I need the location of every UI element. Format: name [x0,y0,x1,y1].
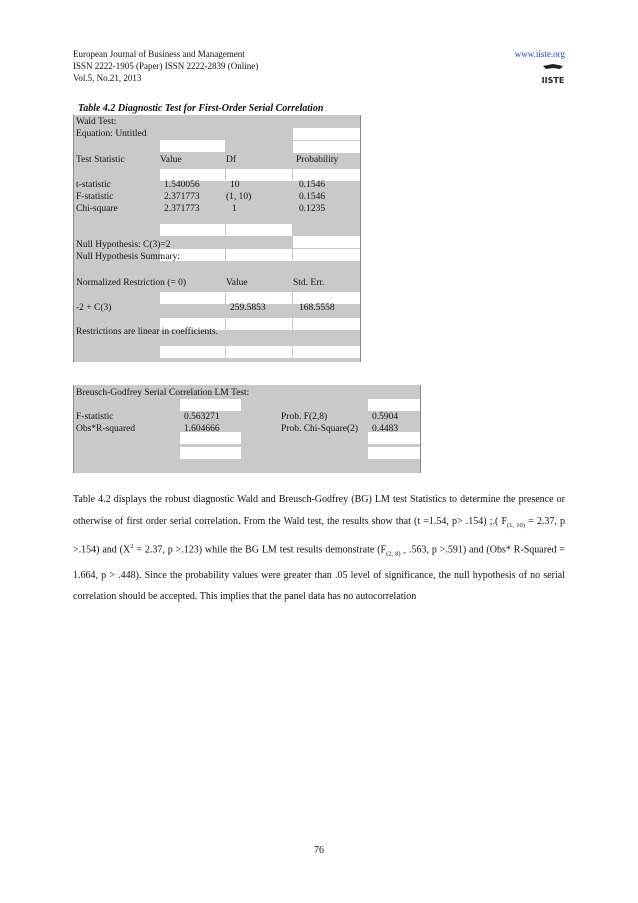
col-header-test-statistic: Test Statistic [76,155,125,165]
table-cell: 0.1235 [299,204,326,214]
paragraph-text: Table 4.2 displays the robust diagnostic Wald and Breusch-Godfrey (BG) LM test Statistics to determine the presence or otherwise of first order serial correlation. From the Wald test, the results show that (t =1.54, p> .154) ;.( F [73,494,565,527]
restrictions-note: Restrictions are linear in coefficients. [76,327,219,337]
table-cell: Prob. F(2,8) [281,412,328,422]
null-hypothesis: Null Hypothesis: C(3)=2 [76,240,171,250]
page-number: 76 [314,845,324,856]
table-cell: 0.4483 [372,424,399,434]
null-hypothesis-summary: Null Hypothesis Summary: [76,252,180,262]
wald-test-table [73,115,361,362]
wald-title: Wald Test: [76,117,117,127]
journal-issn: ISSN 2222-1905 (Paper) ISSN 2222-2839 (Online) [73,61,259,71]
col-header-probability: Probability [296,155,339,165]
table-cell: 2.371773 [164,204,200,214]
logo-text: IISTE [541,76,565,85]
paragraph-text: = 2.37, p >.123) while the BG LM test results demonstrate (F [133,544,387,556]
table-caption: Table 4.2 Diagnostic Test for First-Order Serial Correlation [78,103,324,114]
table-cell: 1 [232,204,237,214]
col-header-restriction-value: Value [226,278,248,288]
journal-website[interactable]: www.iiste.org [514,49,565,59]
table-cell: 0.1546 [299,192,326,202]
body-paragraph [73,489,565,608]
table-row-label: F-statistic [76,412,114,422]
journal-header [73,48,258,84]
table-row-label: F-statistic [76,192,114,202]
table-cell: 0.1546 [299,180,326,190]
table-cell: 2.371773 [164,192,200,202]
table-cell: 10 [230,180,240,190]
table-cell: 259.5853 [230,303,266,313]
table-row-label: -2 + C(3) [76,303,112,313]
table-cell: Prob. Chi-Square(2) [281,424,359,434]
journal-volume: Vol.5, No.21, 2013 [73,73,142,83]
paragraph-text: = 2.37, p >.154) and (X [73,515,565,556]
table-cell: 1.604666 [184,424,220,434]
bg-title: Breusch-Godfrey Serial Correlation LM Test: [76,388,250,398]
table-row-label: Obs*R-squared [76,424,136,434]
col-header-value: Value [160,155,182,165]
paragraph-subscript: (1, 10) [507,521,525,529]
paragraph-superscript: 2 [130,543,134,550]
wald-equation: Equation: Untitled [76,129,147,139]
paragraph-text: .563, p >.591) and (Obs* R-Squared = 1.664, p > .448). Since the probability values were greater than .05 level of significance, the null hypothesis of no serial correlation should be accepted. This implies that the panel data has no autocorrelation [73,544,565,603]
table-row-label: t-statistic [76,180,111,190]
col-header-df: Df [226,155,237,165]
breusch-godfrey-table [73,385,421,473]
table-cell: 0.5904 [372,412,399,422]
table-cell: 0.563271 [184,412,220,422]
table-cell: 1.540056 [164,180,200,190]
journal-name: European Journal of Business and Management [73,49,245,59]
table-cell: 168.5558 [299,303,335,313]
iiste-logo-icon [540,64,566,90]
paragraph-subscript: (2, 8) = [386,550,407,558]
col-header-normalized-restriction: Normalized Restriction (= 0) [76,278,187,288]
table-cell: (1, 10) [226,192,252,202]
table-row-label: Chi-square [76,204,118,214]
col-header-std-err: Std. Err. [293,278,325,288]
